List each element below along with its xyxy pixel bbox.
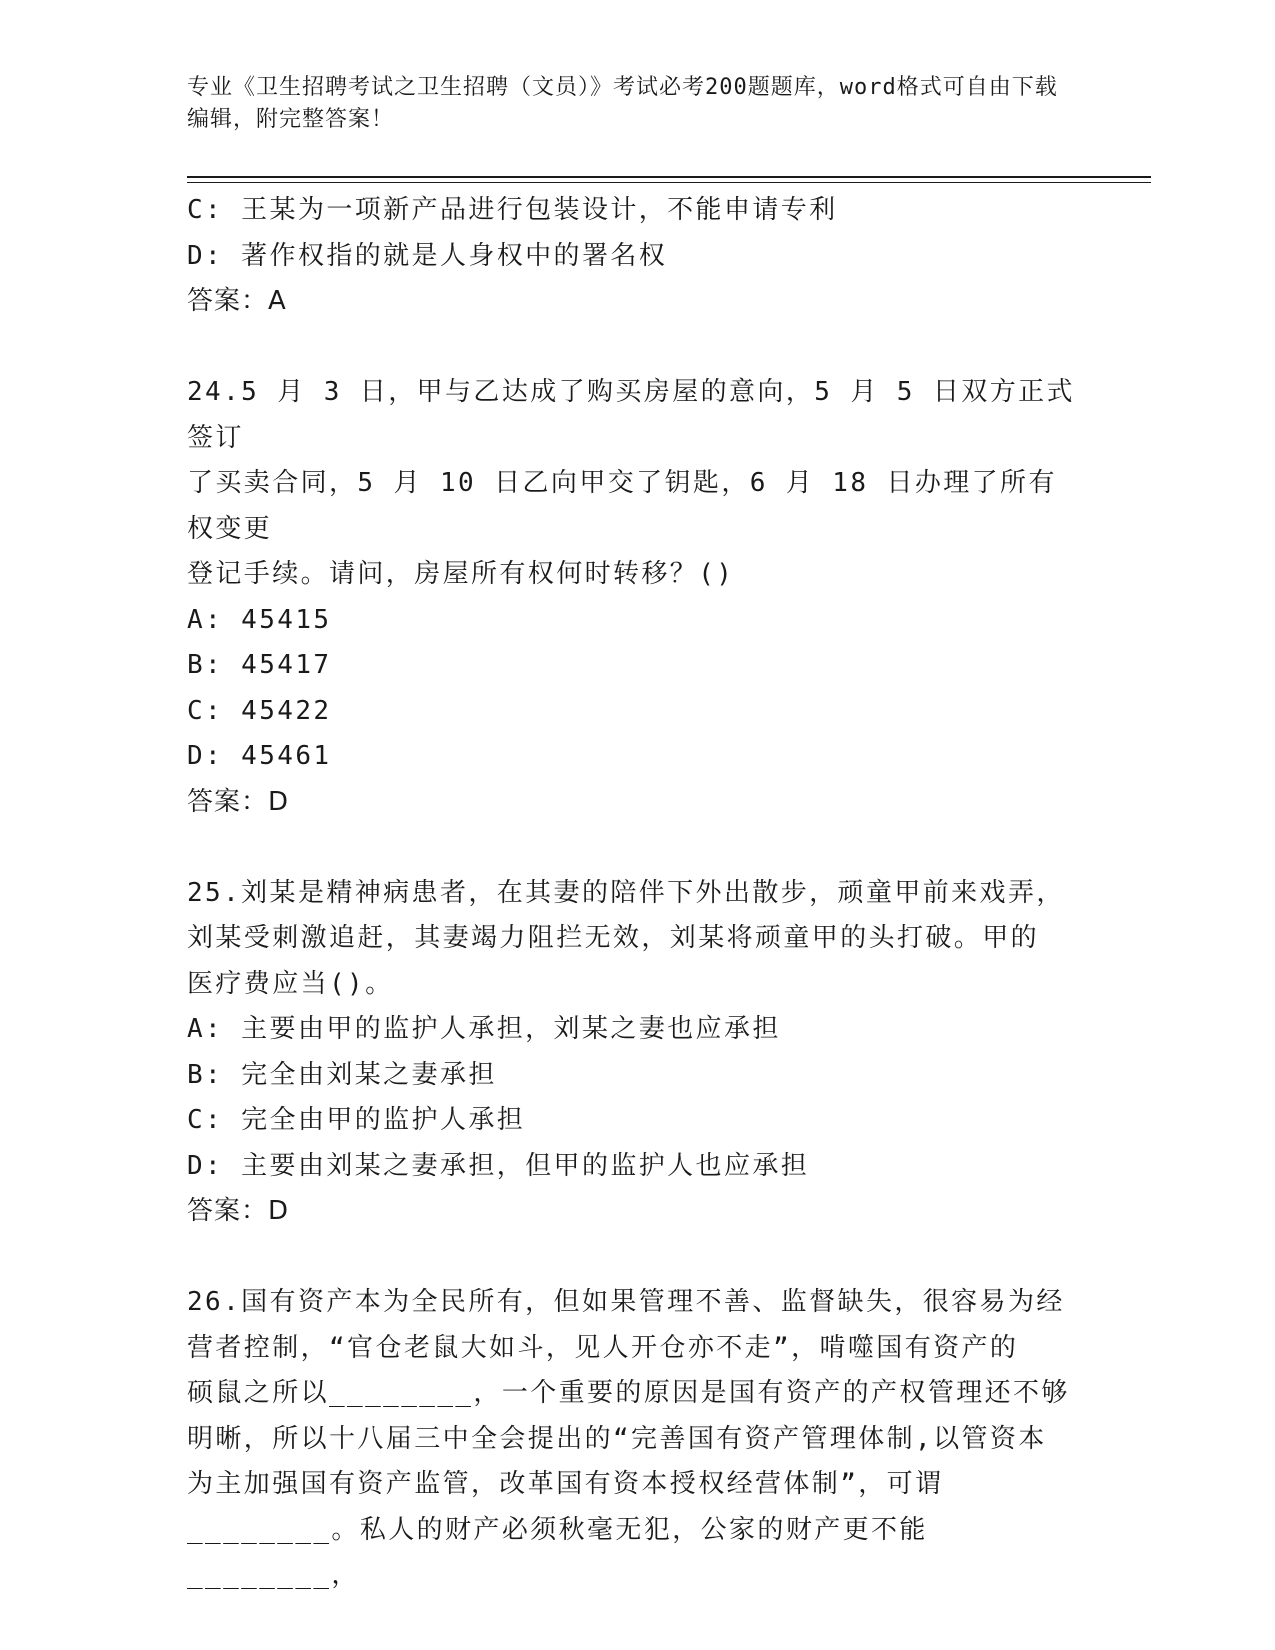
question-text-line: 医疗费应当()。 [187,968,394,999]
option-d: D: 45461 [187,741,332,771]
option-a: A: 主要由甲的监护人承担，刘某之妻也应承担 [187,1014,781,1044]
option-b: B: 45417 [187,650,332,680]
header-rule-thin [187,182,1151,183]
spacer [187,1235,1077,1281]
option-b: B: 完全由刘某之妻承担 [187,1059,497,1090]
question-24 [187,370,1077,825]
question-text-line: 为主加强国有资产监管，改革国有资本授权经营体制”，可谓 [187,1469,944,1499]
question-text-line: 24.5 月 3 日，甲与乙达成了购买房屋的意向，5 月 5 日双方正式签订 [187,377,1075,453]
prev-question-block [187,188,1077,325]
question-text-line: 25.刘某是精神病患者，在其妻的陪伴下外出散步，顽童甲前来戏弄， [187,877,1065,908]
answer-line: 答案：D [187,786,290,817]
question-content [187,188,1077,1599]
header-rule-thick [187,176,1151,178]
option-a: A: 45415 [187,604,332,635]
option-c: C: 45422 [187,695,332,726]
option-d: D: 著作权指的就是人身权中的署名权 [187,240,668,271]
question-text-line: 硕鼠之所以________，一个重要的原因是国有资产的产权管理还不够 [187,1378,1070,1408]
question-25 [187,871,1077,1235]
question-text-line: 营者控制，“官仓老鼠大如斗，见人开仓亦不走”，啃噬国有资产的 [187,1332,1019,1363]
question-text-line: 26.国有资产本为全民所有，但如果管理不善、监督缺失，很容易为经 [187,1287,1065,1317]
question-26 [187,1280,1077,1599]
question-text-line: 明晰，所以十八届三中全会提出的“完善国有资产管理体制,以管资本 [187,1423,1047,1454]
question-text-line: 登记手续。请问，房屋所有权何时转移？() [187,559,735,589]
spacer [187,325,1077,371]
answer-line: 答案：D [187,1196,290,1226]
answer-line: 答案：A [187,286,287,316]
option-d: D: 主要由刘某之妻承担，但甲的监护人也应承担 [187,1150,810,1181]
question-text-line: 了买卖合同，5 月 10 日乙向甲交了钥匙，6 月 18 日办理了所有权变更 [187,468,1057,544]
page-header: 专业《卫生招聘考试之卫生招聘（文员）》考试必考200题题库，word格式可自由下载编辑，附完整答案！ [187,75,1058,132]
spacer [187,825,1077,871]
question-text-line: ________。私人的财产必须秋毫无犯，公家的财产更不能________， [187,1514,928,1590]
question-text-line: 刘某受刺激追赶，其妻竭力阻拦无效，刘某将顽童甲的头打破。甲的 [187,923,1040,953]
option-c: C: 王某为一项新产品进行包装设计，不能申请专利 [187,195,838,225]
option-c: C: 完全由甲的监护人承担 [187,1105,526,1135]
